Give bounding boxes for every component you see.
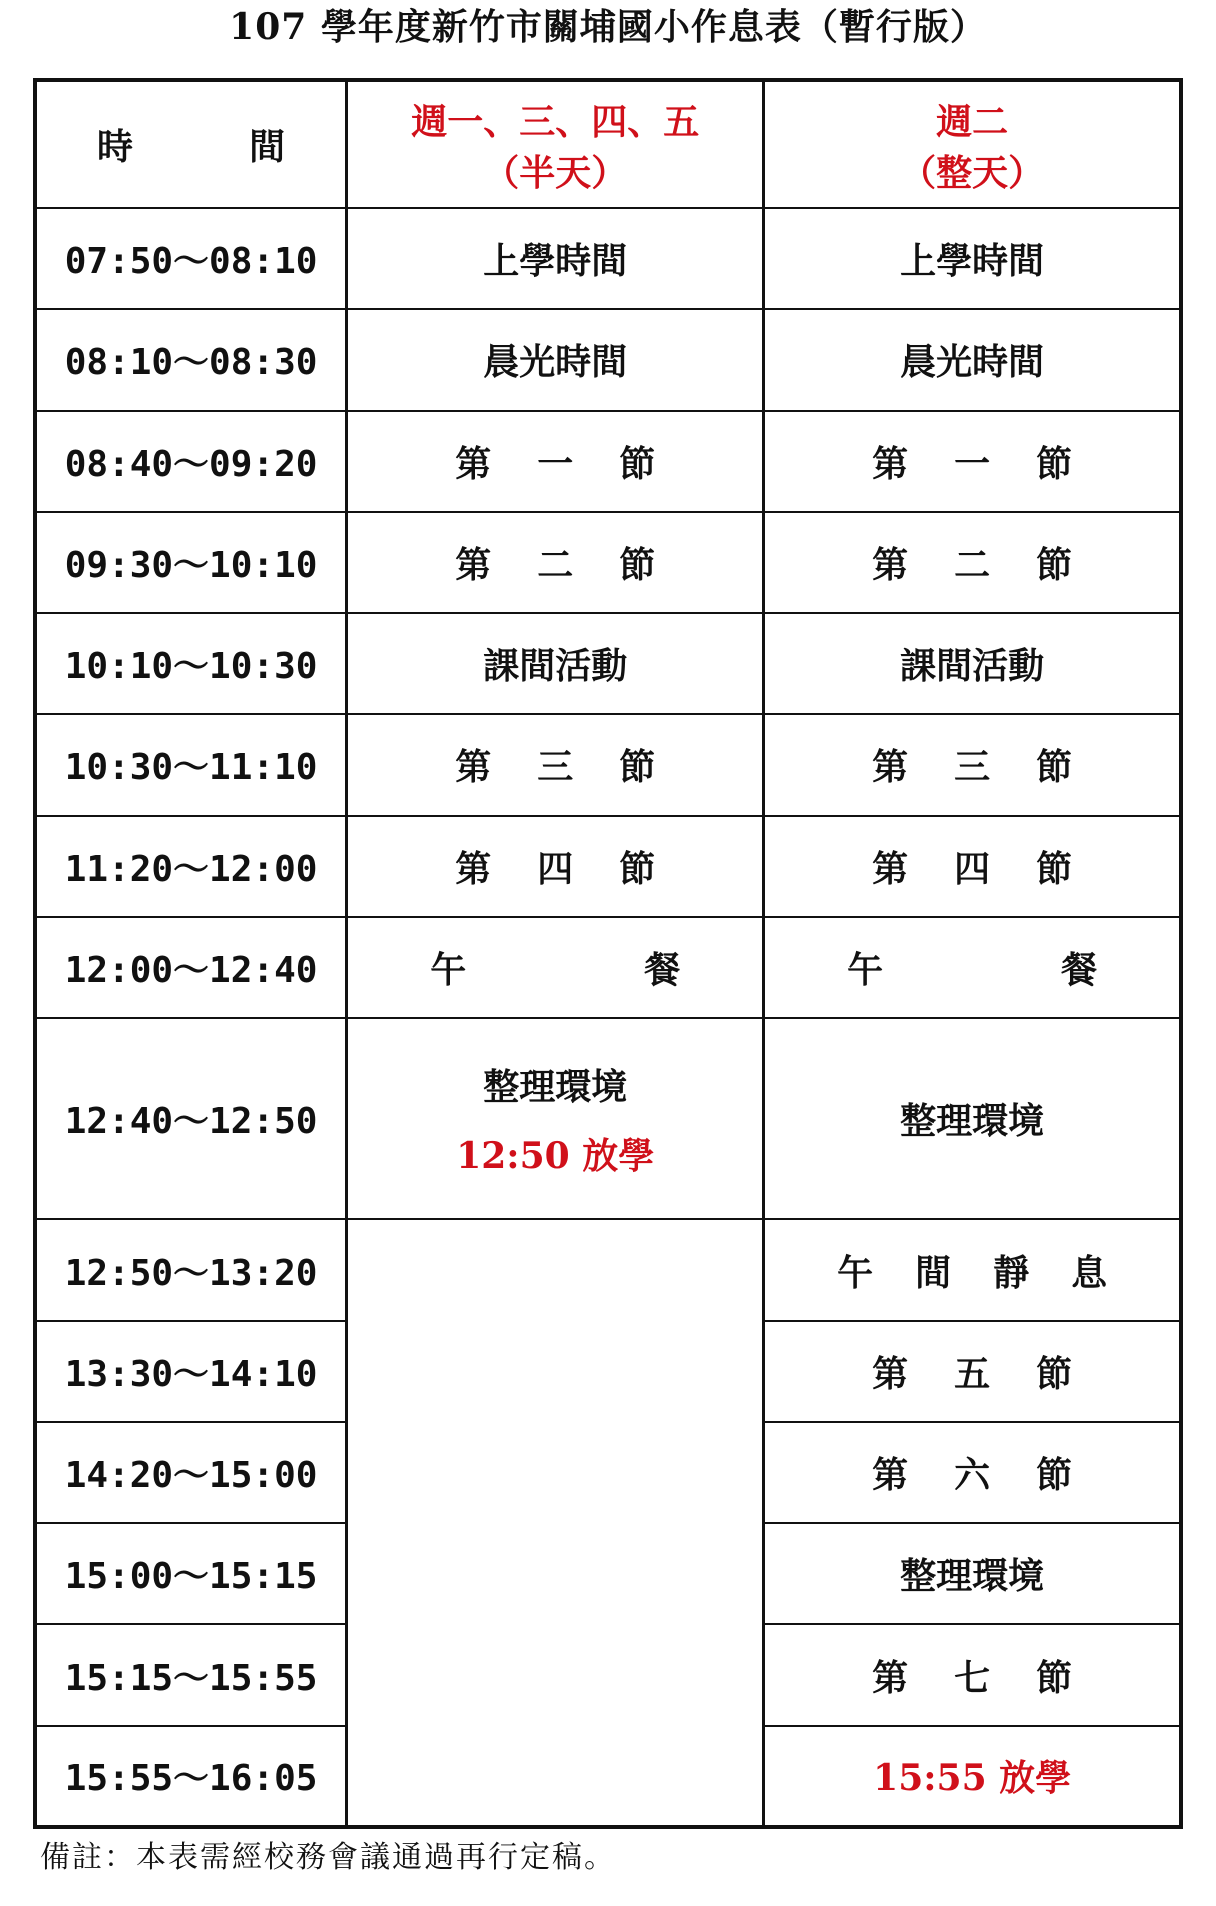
- time-cell: 14:20～15:00: [35, 1422, 347, 1523]
- full-day-cell: [764, 1219, 1181, 1320]
- full-day-cell: [764, 917, 1181, 1018]
- time-cell: 12:40～12:50: [35, 1018, 347, 1219]
- period-char: 節: [1036, 1352, 1073, 1395]
- period-char: 四: [954, 847, 991, 890]
- period-char: 節: [1036, 442, 1073, 485]
- full-day-cell: [764, 1321, 1181, 1422]
- header-half-days: 週一、三、四、五: [411, 100, 700, 143]
- time-cell: 15:00～15:15: [35, 1523, 347, 1624]
- period-char: 一: [954, 442, 991, 485]
- period-char: 一: [537, 442, 574, 485]
- full-day-cell: [764, 411, 1181, 512]
- table-row: [35, 613, 1181, 714]
- period-char: 節: [619, 746, 656, 789]
- period-char: 七: [954, 1656, 991, 1699]
- full-day-dismissal-cell: 15:55 放學: [764, 1726, 1181, 1827]
- period-char: 第: [872, 543, 909, 586]
- period-char: 第: [872, 746, 909, 789]
- half-day-cell: 課間活動: [347, 613, 764, 714]
- period-char: 節: [619, 543, 656, 586]
- time-cell: 09:30～10:10: [35, 512, 347, 613]
- time-cell: 08:10～08:30: [35, 309, 347, 410]
- period-char: 節: [1036, 1454, 1073, 1496]
- table-row: [35, 714, 1181, 815]
- table-row: [35, 816, 1181, 917]
- period-char: 節: [1036, 1656, 1073, 1699]
- table-row: [35, 309, 1181, 410]
- header-time-char: 時: [97, 126, 134, 169]
- period-char: 節: [1036, 543, 1073, 586]
- time-cell: 10:30～11:10: [35, 714, 347, 815]
- footnote: 備註：本表需經校務會議通過再行定稿。: [40, 1840, 616, 1875]
- time-cell: 15:55～16:05: [35, 1726, 347, 1827]
- full-day-cell: 上學時間: [764, 208, 1181, 309]
- period-char: 節: [1036, 847, 1073, 890]
- time-cell: 15:15～15:55: [35, 1624, 347, 1725]
- period-char: 二: [537, 543, 574, 586]
- header-time-cell: [35, 80, 347, 208]
- table-row: [35, 917, 1181, 1018]
- table-row: [35, 208, 1181, 309]
- table-row: [35, 1219, 1181, 1320]
- period-char: 節: [619, 847, 656, 890]
- table-row: [35, 411, 1181, 512]
- lunch-char: 餐: [644, 948, 681, 991]
- rest-char: 息: [1071, 1251, 1108, 1294]
- half-day-cell: [347, 714, 764, 815]
- period-char: 第: [455, 847, 492, 890]
- period-char: 第: [872, 1352, 909, 1395]
- time-cell: 08:40～09:20: [35, 411, 347, 512]
- period-char: 五: [954, 1352, 991, 1395]
- rest-char: 間: [915, 1251, 952, 1294]
- dismissal-label: 12:50 放學: [456, 1134, 655, 1177]
- header-time-char: 間: [249, 126, 286, 169]
- full-day-cell: [764, 1422, 1181, 1523]
- time-cell: 11:20～12:00: [35, 816, 347, 917]
- time-cell: 07:50～08:10: [35, 208, 347, 309]
- period-char: 六: [954, 1454, 991, 1496]
- header-row: [35, 80, 1181, 208]
- half-day-cell: [347, 917, 764, 1018]
- lunch-char: 餐: [1061, 948, 1098, 991]
- full-day-cell: 整理環境: [764, 1018, 1181, 1219]
- period-char: 第: [872, 442, 909, 485]
- header-full-type: （整天）: [900, 151, 1045, 194]
- period-char: 第: [872, 1656, 909, 1699]
- table-row: [35, 1018, 1181, 1219]
- table-row: [35, 512, 1181, 613]
- half-day-empty-cell: [347, 1219, 764, 1827]
- time-cell: 12:00～12:40: [35, 917, 347, 1018]
- full-day-cell: [764, 714, 1181, 815]
- page-title: 107 學年度新竹市關埔國小作息表（暫行版）: [229, 6, 987, 48]
- period-char: 節: [1036, 746, 1073, 789]
- period-char: 三: [954, 746, 991, 789]
- period-char: 四: [537, 847, 574, 890]
- full-day-cell: [764, 512, 1181, 613]
- full-day-cell: [764, 1624, 1181, 1725]
- full-day-cell: 課間活動: [764, 613, 1181, 714]
- period-char: 三: [537, 746, 574, 789]
- time-cell: 13:30～14:10: [35, 1321, 347, 1422]
- lunch-char: 午: [847, 948, 884, 991]
- period-char: 第: [455, 543, 492, 586]
- lunch-char: 午: [430, 948, 467, 991]
- time-cell: 12:50～13:20: [35, 1219, 347, 1320]
- half-day-cell: [347, 816, 764, 917]
- period-char: 第: [455, 442, 492, 485]
- schedule-table: [33, 78, 1183, 1829]
- half-day-cell: [347, 411, 764, 512]
- rest-char: 午: [837, 1251, 874, 1294]
- rest-char: 靜: [993, 1251, 1030, 1294]
- header-full-days: 週二: [936, 100, 1009, 143]
- full-day-cell: 整理環境: [764, 1523, 1181, 1624]
- period-char: 第: [872, 1454, 909, 1496]
- full-day-cell: 晨光時間: [764, 309, 1181, 410]
- period-char: 二: [954, 543, 991, 586]
- half-day-cell: 晨光時間: [347, 309, 764, 410]
- half-day-cell: [347, 512, 764, 613]
- cleanup-label: 整理環境: [483, 1065, 628, 1108]
- period-char: 第: [455, 746, 492, 789]
- time-cell: 10:10～10:30: [35, 613, 347, 714]
- period-char: 第: [872, 847, 909, 890]
- period-char: 節: [619, 442, 656, 485]
- header-half-day-cell: [347, 80, 764, 208]
- header-half-type: （半天）: [483, 151, 628, 194]
- half-day-cell: [347, 1018, 764, 1219]
- header-full-day-cell: [764, 80, 1181, 208]
- full-day-cell: [764, 816, 1181, 917]
- half-day-cell: 上學時間: [347, 208, 764, 309]
